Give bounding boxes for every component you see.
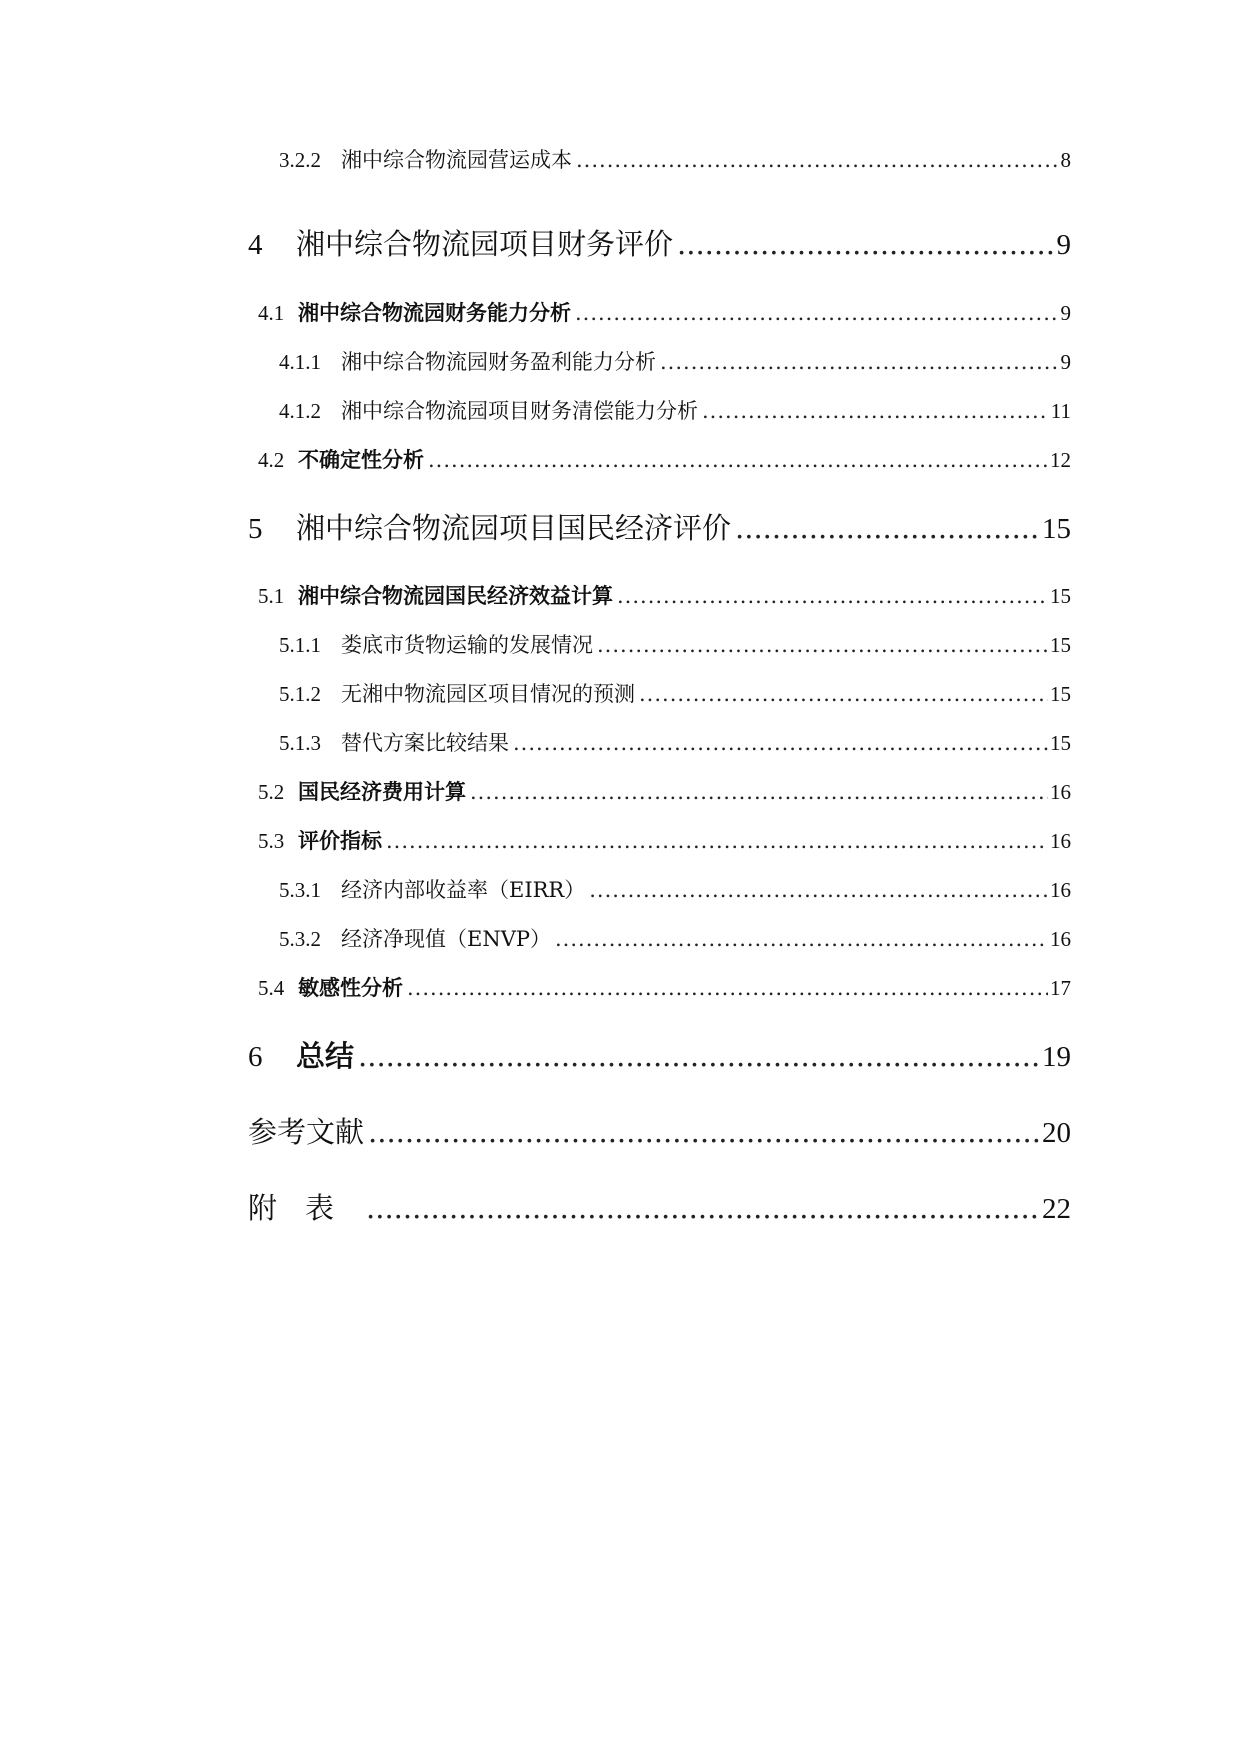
- toc-entry-number: 6: [248, 1041, 263, 1073]
- toc-entry-page: 16: [1050, 780, 1071, 804]
- toc-entry[interactable]: [279, 346, 1071, 376]
- toc-entry-number: 4.2: [258, 448, 285, 472]
- dot-leader: [702, 399, 1049, 423]
- toc-entry-page: 8: [1060, 148, 1071, 172]
- toc-entry[interactable]: [279, 727, 1071, 757]
- toc-entry[interactable]: [248, 1110, 1071, 1151]
- toc-entry-page: 16: [1050, 927, 1071, 951]
- toc-entry-page: 15: [1050, 584, 1071, 608]
- toc-entry[interactable]: [279, 678, 1071, 708]
- toc-entry-title: 湘中综合物流园项目财务评价: [296, 227, 674, 261]
- toc-entry-page: 16: [1050, 878, 1071, 902]
- toc-entry-title: 替代方案比较结果: [341, 731, 509, 755]
- dot-leader: [555, 927, 1048, 951]
- toc-entry-number: 4.1: [258, 301, 285, 325]
- toc-entry-page: 16: [1050, 829, 1071, 853]
- dot-leader: [589, 878, 1048, 902]
- toc-entry-page: 22: [1042, 1193, 1071, 1225]
- toc-entry-number: 5.1.3: [279, 731, 321, 755]
- toc-entry[interactable]: [279, 923, 1071, 953]
- toc-entry-number: 4.1.2: [279, 399, 321, 423]
- toc-entry[interactable]: [258, 297, 1071, 327]
- toc-entry-page: 15: [1050, 682, 1071, 706]
- toc-entry[interactable]: [248, 1034, 1071, 1075]
- toc-entry-title: 湘中综合物流园项目财务清偿能力分析: [341, 399, 698, 423]
- toc-entry-number: 5.3.1: [279, 878, 321, 902]
- toc-entry[interactable]: [258, 444, 1071, 474]
- toc-entry[interactable]: [258, 972, 1071, 1002]
- toc-entry[interactable]: [258, 580, 1071, 610]
- dot-leader: [368, 1115, 1040, 1149]
- toc-entry-page: 20: [1042, 1117, 1071, 1149]
- toc-entry-number: 3.2.2: [279, 148, 321, 172]
- dot-leader: [513, 731, 1048, 755]
- toc-entry-number: 5.3.2: [279, 927, 321, 951]
- toc-entry-title: 评价指标: [298, 829, 382, 853]
- toc-entry-title: 经济内部收益率（EIRR）: [341, 878, 586, 902]
- dot-leader: [576, 148, 1059, 172]
- toc-entry-title: 湘中综合物流园国民经济效益计算: [298, 584, 613, 608]
- toc-entry[interactable]: [258, 825, 1071, 855]
- toc-entry-title: 附表: [248, 1191, 363, 1225]
- toc-entry[interactable]: [248, 222, 1071, 263]
- toc-entry-title: 湘中综合物流园营运成本: [341, 148, 572, 172]
- toc-entry[interactable]: [279, 144, 1071, 174]
- dot-leader: [366, 1191, 1040, 1225]
- dot-leader: [407, 976, 1048, 1000]
- toc-entry[interactable]: [279, 395, 1071, 425]
- toc-entry-title: 敏感性分析: [298, 976, 403, 1000]
- toc-entry[interactable]: [279, 874, 1071, 904]
- toc-entry-page: 9: [1056, 229, 1071, 261]
- toc-entry-title: 经济净现值（ENVP）: [341, 927, 551, 951]
- toc-entry-number: 5.2: [258, 780, 285, 804]
- dot-leader: [735, 511, 1040, 545]
- toc-entry-title: 不确定性分析: [298, 448, 424, 472]
- toc-entry[interactable]: [258, 776, 1071, 806]
- toc-entry-title: 湘中综合物流园财务盈利能力分析: [341, 350, 656, 374]
- toc-entry-page: 15: [1050, 731, 1071, 755]
- toc-entry-page: 11: [1050, 399, 1071, 423]
- toc-entry-title: 参考文献: [248, 1115, 365, 1149]
- toc-entry-title: 总结: [296, 1039, 355, 1073]
- toc-entry[interactable]: [248, 1186, 1071, 1227]
- toc-entry-number: 5.3: [258, 829, 285, 853]
- toc-entry-title: 湘中综合物流园财务能力分析: [298, 301, 571, 325]
- dot-leader: [639, 682, 1048, 706]
- toc-entry-number: 5.1.2: [279, 682, 321, 706]
- toc-entry-title: 国民经济费用计算: [298, 780, 466, 804]
- dot-leader: [358, 1039, 1040, 1073]
- toc-entry-page: 19: [1042, 1041, 1071, 1073]
- toc-entry-number: 5.1.1: [279, 633, 321, 657]
- toc-entry-number: 5: [248, 513, 263, 545]
- toc-entry[interactable]: [248, 506, 1071, 547]
- dot-leader: [575, 301, 1059, 325]
- toc-entry-number: 5.1: [258, 584, 285, 608]
- dot-leader: [597, 633, 1048, 657]
- toc-entry-title: 湘中综合物流园项目国民经济评价: [296, 511, 732, 545]
- toc-entry-title: 无湘中物流园区项目情况的预测: [341, 682, 635, 706]
- dot-leader: [470, 780, 1048, 804]
- toc-entry-page: 15: [1050, 633, 1071, 657]
- dot-leader: [660, 350, 1059, 374]
- toc-entry-number: 5.4: [258, 976, 285, 1000]
- toc-entry-number: 4: [248, 229, 263, 261]
- dot-leader: [386, 829, 1048, 853]
- dot-leader: [428, 448, 1048, 472]
- toc-entry[interactable]: [279, 629, 1071, 659]
- toc-entry-number: 4.1.1: [279, 350, 321, 374]
- toc-entry-page: 9: [1060, 301, 1071, 325]
- dot-leader: [677, 227, 1054, 261]
- dot-leader: [617, 584, 1048, 608]
- toc-entry-page: 9: [1060, 350, 1071, 374]
- toc-entry-page: 15: [1042, 513, 1071, 545]
- toc-entry-title: 娄底市货物运输的发展情况: [341, 633, 593, 657]
- toc-entry-page: 17: [1050, 976, 1071, 1000]
- toc-entry-page: 12: [1050, 448, 1071, 472]
